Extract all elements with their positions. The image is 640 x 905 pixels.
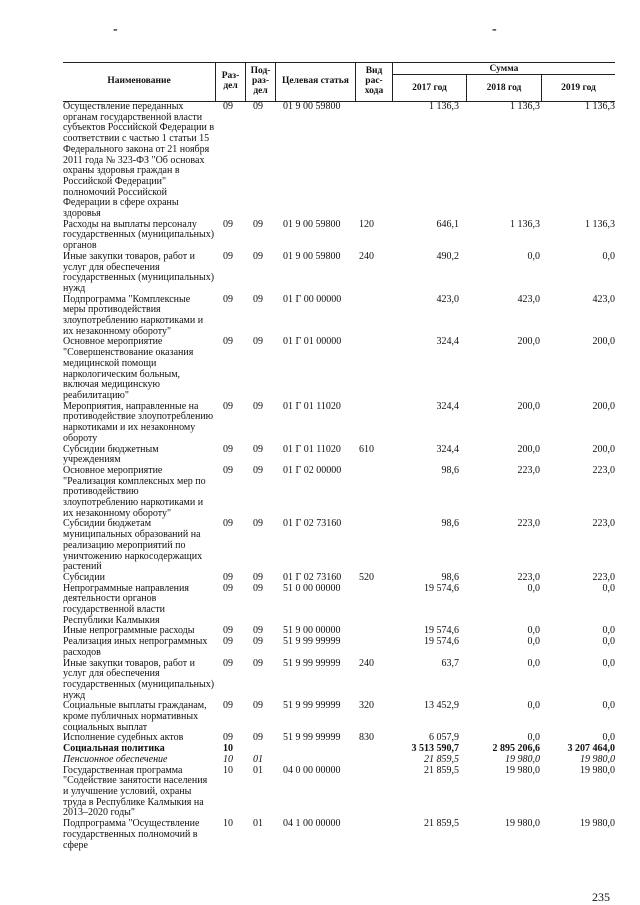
row-2017: 324,4 bbox=[436, 336, 459, 348]
row-target: 01 Г 00 00000 bbox=[283, 293, 342, 305]
row-2017: 19 574,6 bbox=[424, 625, 459, 637]
table-row bbox=[63, 337, 615, 401]
table-body bbox=[63, 102, 615, 851]
row-2019: 0,0 bbox=[602, 582, 615, 594]
row-2018: 19 980,0 bbox=[505, 818, 540, 830]
row-2018: 19 980,0 bbox=[505, 764, 540, 776]
row-podrazdel: 09 bbox=[253, 293, 263, 305]
row-2019: 423,0 bbox=[592, 293, 615, 305]
row-2019: 223,0 bbox=[592, 518, 615, 530]
row-2018: 200,0 bbox=[517, 400, 540, 412]
row-2018: 0,0 bbox=[527, 636, 540, 648]
row-podrazdel: 01 bbox=[253, 818, 263, 830]
row-2019: 200,0 bbox=[592, 400, 615, 412]
row-2018: 0,0 bbox=[527, 732, 540, 744]
row-2018: 1 136,3 bbox=[510, 218, 540, 230]
row-2018: 223,0 bbox=[517, 571, 540, 583]
table-row bbox=[63, 584, 615, 627]
row-2017: 21 859,5 bbox=[424, 764, 459, 776]
row-2019: 0,0 bbox=[602, 732, 615, 744]
row-name: Социальные выплаты гражданам, кроме публичных нормативных социальных выплат bbox=[63, 700, 207, 733]
row-target: 51 9 99 99999 bbox=[283, 657, 341, 669]
row-target: 01 Г 01 00000 bbox=[283, 336, 342, 348]
row-2019: 0,0 bbox=[602, 657, 615, 669]
row-2018: 423,0 bbox=[517, 293, 540, 305]
row-2018: 0,0 bbox=[527, 700, 540, 712]
row-podrazdel: 09 bbox=[253, 400, 263, 412]
row-razdel: 09 bbox=[223, 636, 233, 648]
row-2017: 490,2 bbox=[436, 250, 459, 262]
row-vid: 830 bbox=[359, 732, 374, 744]
header-2019: 2019 год bbox=[541, 75, 615, 101]
row-razdel: 09 bbox=[223, 218, 233, 230]
row-2017: 13 452,9 bbox=[424, 700, 459, 712]
header-mark-right: - bbox=[492, 22, 497, 37]
row-target: 01 Г 01 11020 bbox=[283, 443, 341, 455]
row-razdel: 09 bbox=[223, 293, 233, 305]
row-razdel: 10 bbox=[223, 764, 233, 776]
row-podrazdel: 01 bbox=[253, 764, 263, 776]
row-vid: 520 bbox=[359, 571, 374, 583]
row-2019: 1 136,3 bbox=[585, 218, 615, 230]
row-vid: 610 bbox=[359, 443, 374, 455]
row-target: 01 9 00 59800 bbox=[283, 218, 341, 230]
row-razdel: 09 bbox=[223, 625, 233, 637]
row-name: Субсидии бюджетным учреждениям bbox=[63, 443, 159, 466]
row-2018: 200,0 bbox=[517, 443, 540, 455]
row-podrazdel: 01 bbox=[253, 753, 263, 765]
row-2017: 6 057,9 bbox=[429, 732, 459, 744]
row-2017: 21 859,5 bbox=[424, 818, 459, 830]
table-row bbox=[63, 466, 615, 520]
row-razdel: 09 bbox=[223, 250, 233, 262]
row-vid: 120 bbox=[359, 218, 374, 230]
row-2018: 200,0 bbox=[517, 336, 540, 348]
row-podrazdel: 09 bbox=[253, 518, 263, 530]
row-2017: 21 859,5 bbox=[424, 753, 459, 765]
row-target: 01 Г 02 00000 bbox=[283, 464, 342, 476]
table-row bbox=[63, 445, 615, 466]
table-row bbox=[63, 766, 615, 820]
row-podrazdel: 09 bbox=[253, 571, 263, 583]
header-2017: 2017 год bbox=[392, 75, 466, 101]
row-name: Социальная политика bbox=[63, 743, 165, 755]
page-number: 235 bbox=[592, 890, 610, 904]
row-razdel: 09 bbox=[223, 400, 233, 412]
header-2018: 2018 год bbox=[466, 75, 541, 101]
row-podrazdel: 09 bbox=[253, 636, 263, 648]
row-2019: 19 980,0 bbox=[580, 818, 615, 830]
row-2017: 98,6 bbox=[441, 571, 459, 583]
header-sum: Сумма bbox=[392, 63, 615, 75]
table-row bbox=[63, 402, 615, 445]
row-target: 51 9 99 99999 bbox=[283, 700, 341, 712]
row-podrazdel: 09 bbox=[253, 657, 263, 669]
row-podrazdel: 09 bbox=[253, 218, 263, 230]
row-name: Подпрограмма "Осуществление государственных полномочий в сфере bbox=[63, 818, 200, 851]
row-name: Государственная программа "Содействие занятости населения и улучшение условий, охраны труда в Республике Калмыкия на 2013–2020 годы" bbox=[63, 764, 208, 819]
row-razdel: 10 bbox=[223, 743, 233, 755]
header-target: Целевая статья bbox=[275, 63, 355, 101]
row-vid: 240 bbox=[359, 657, 374, 669]
row-razdel: 09 bbox=[223, 518, 233, 530]
header-name: Наименование bbox=[107, 76, 171, 87]
table-row bbox=[63, 295, 615, 338]
table-row bbox=[63, 637, 615, 658]
budget-table bbox=[63, 62, 615, 851]
row-podrazdel: 09 bbox=[253, 582, 263, 594]
row-razdel: 10 bbox=[223, 818, 233, 830]
row-name: Осуществление переданных органам государственной власти субъектов Российской Федерации в соответствии с частью 1 статьи 15 Федерального закона от 21 ноября 2011 года № 323-ФЗ "Об основах охраны здоровья граждан в Российской Федерации" полномочий Российской Федерации в сфере охраны здоровья bbox=[63, 101, 215, 220]
row-razdel: 09 bbox=[223, 700, 233, 712]
row-2019: 1 136,3 bbox=[585, 101, 615, 112]
row-name: Иные непрограммные расходы bbox=[63, 625, 195, 637]
row-razdel: 09 bbox=[223, 464, 233, 476]
row-2019: 0,0 bbox=[602, 625, 615, 637]
row-2017: 324,4 bbox=[436, 400, 459, 412]
row-name: Мероприятия, направленные на противодействие злоупотреблению наркотиками и их незаконному обороту bbox=[63, 400, 214, 444]
row-razdel: 09 bbox=[223, 657, 233, 669]
row-2018: 0,0 bbox=[527, 657, 540, 669]
table-row bbox=[63, 102, 615, 220]
row-razdel: 10 bbox=[223, 753, 233, 765]
row-target: 01 Г 02 73160 bbox=[283, 571, 342, 583]
row-2017: 98,6 bbox=[441, 464, 459, 476]
row-name: Иные закупки товаров, работ и услуг для обеспечения государственных (муниципальных) нужд bbox=[63, 657, 215, 701]
row-razdel: 09 bbox=[223, 443, 233, 455]
row-2019: 19 980,0 bbox=[580, 764, 615, 776]
row-podrazdel: 09 bbox=[253, 625, 263, 637]
row-2017: 3 513 590,7 bbox=[411, 743, 459, 755]
row-target: 04 0 00 00000 bbox=[283, 764, 341, 776]
row-target: 51 0 00 00000 bbox=[283, 582, 341, 594]
row-2019: 200,0 bbox=[592, 336, 615, 348]
row-razdel: 09 bbox=[223, 101, 233, 112]
row-name: Подпрограмма "Комплексные меры противодействия злоупотреблению наркотиками и их незаконному обороту" bbox=[63, 293, 204, 337]
row-2017: 646,1 bbox=[436, 218, 459, 230]
table-row bbox=[63, 252, 615, 295]
row-target: 51 9 99 99999 bbox=[283, 732, 341, 744]
table-row bbox=[63, 659, 615, 702]
row-2018: 223,0 bbox=[517, 464, 540, 476]
row-2017: 98,6 bbox=[441, 518, 459, 530]
row-name: Основное мероприятие "Совершенствование оказания медицинской помощи наркологическим больным, включая медицинскую реабилитацию" bbox=[63, 336, 194, 401]
row-2018: 0,0 bbox=[527, 582, 540, 594]
header-mark-left: - bbox=[113, 22, 118, 37]
row-name: Пенсионное обеспечение bbox=[63, 753, 168, 765]
row-name: Реализация иных непрограммных расходов bbox=[63, 636, 208, 658]
table-row bbox=[63, 819, 615, 851]
row-2017: 19 574,6 bbox=[424, 636, 459, 648]
row-podrazdel: 09 bbox=[253, 732, 263, 744]
row-target: 01 Г 01 11020 bbox=[283, 400, 341, 412]
row-razdel: 09 bbox=[223, 336, 233, 348]
row-podrazdel: 09 bbox=[253, 700, 263, 712]
row-2018: 0,0 bbox=[527, 625, 540, 637]
row-razdel: 09 bbox=[223, 571, 233, 583]
row-2018: 2 895 206,6 bbox=[492, 743, 540, 755]
row-vid: 240 bbox=[359, 250, 374, 262]
header-podrazdel: Под- раз- дел bbox=[245, 63, 275, 101]
row-2017: 19 574,6 bbox=[424, 582, 459, 594]
row-2017: 423,0 bbox=[436, 293, 459, 305]
row-2017: 63,7 bbox=[441, 657, 459, 669]
row-2018: 223,0 bbox=[517, 518, 540, 530]
row-2018: 19 980,0 bbox=[505, 753, 540, 765]
table-row bbox=[63, 701, 615, 733]
row-name: Субсидии bbox=[63, 571, 105, 583]
row-name: Основное мероприятие "Реализация комплексных мер по противодействию злоупотреблению наркотиками и их незаконному обороту" bbox=[63, 464, 206, 519]
row-2019: 0,0 bbox=[602, 250, 615, 262]
row-target: 01 9 00 59800 bbox=[283, 101, 341, 112]
row-target: 01 9 00 59800 bbox=[283, 250, 341, 262]
table-row bbox=[63, 519, 615, 573]
row-target: 51 9 00 00000 bbox=[283, 625, 341, 637]
row-2018: 0,0 bbox=[527, 250, 540, 262]
row-name: Субсидии бюджетам муниципальных образований на реализацию мероприятий по уничтожению наркосодержащих растений bbox=[63, 518, 203, 573]
row-podrazdel: 09 bbox=[253, 464, 263, 476]
header-razdel: Раз- дел bbox=[215, 63, 245, 101]
table-row bbox=[63, 755, 615, 766]
row-2019: 200,0 bbox=[592, 443, 615, 455]
row-name: Иные закупки товаров, работ и услуг для обеспечения государственных (муниципальных) нужд bbox=[63, 250, 215, 294]
row-target: 01 Г 02 73160 bbox=[283, 518, 342, 530]
row-2019: 0,0 bbox=[602, 700, 615, 712]
row-2019: 223,0 bbox=[592, 464, 615, 476]
row-2019: 19 980,0 bbox=[580, 753, 615, 765]
row-2018: 1 136,3 bbox=[510, 101, 540, 112]
row-name: Исполнение судебных актов bbox=[63, 732, 184, 744]
row-podrazdel: 09 bbox=[253, 443, 263, 455]
row-2019: 223,0 bbox=[592, 571, 615, 583]
row-target: 51 9 99 99999 bbox=[283, 636, 341, 648]
row-podrazdel: 09 bbox=[253, 250, 263, 262]
table-header bbox=[63, 62, 615, 102]
row-vid: 320 bbox=[359, 700, 374, 712]
row-name: Расходы на выплаты персоналу государственных (муниципальных) органов bbox=[63, 218, 215, 252]
row-2019: 0,0 bbox=[602, 636, 615, 648]
row-target: 04 1 00 00000 bbox=[283, 818, 341, 830]
row-podrazdel: 09 bbox=[253, 336, 263, 348]
row-2017: 324,4 bbox=[436, 443, 459, 455]
row-razdel: 09 bbox=[223, 732, 233, 744]
row-2017: 1 136,3 bbox=[429, 101, 459, 112]
row-name: Непрограммные направления деятельности органов государственной власти Республики Калмыкия bbox=[63, 582, 189, 626]
row-podrazdel: 09 bbox=[253, 101, 263, 112]
row-razdel: 09 bbox=[223, 582, 233, 594]
row-2019: 3 207 464,0 bbox=[567, 743, 615, 755]
table-row bbox=[63, 220, 615, 252]
header-vid: Вид рас- хода bbox=[355, 63, 392, 101]
